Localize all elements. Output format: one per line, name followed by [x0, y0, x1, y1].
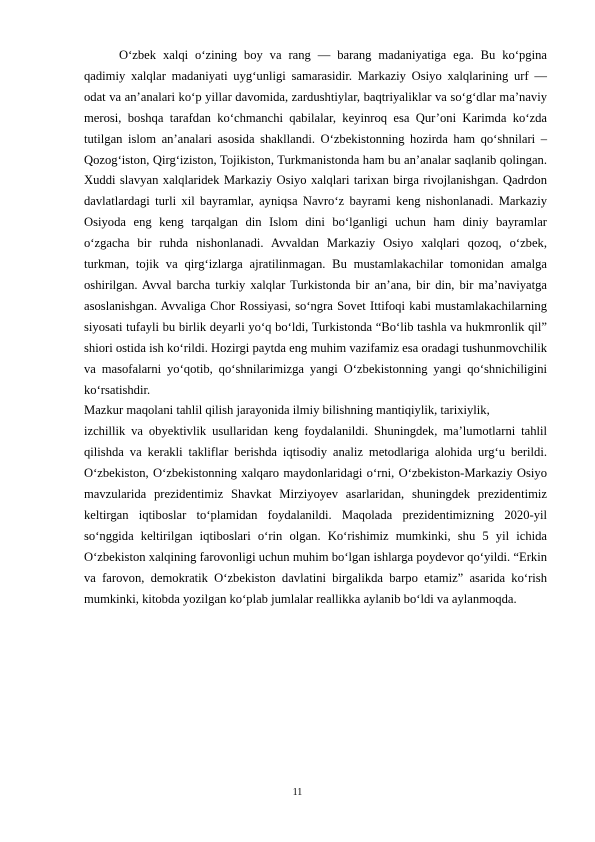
paragraph-intro: O‘zbek xalqi o‘zining boy va rang — barang madaniyatiga ega. Bu ko‘pgina qadimiy xalqlar madaniyati uyg‘unligi samarasidir. Markaziy Osiyo xalqlarining urf — odat va an’analari ko‘p yillar davomida, zardushtiylar, baqtriyaliklar va so‘g‘dlar ma’naviy merosi, boshqa tarafdan ko‘chmanchi qabilalar, keyinroq esa Qur’oni Karimda ko‘zda tutilgan islom an’analari asosida shakllandi. O‘zbekistonning hozirda ham qo‘shnilari – Qozog‘iston, Qirg‘iziston, Tojikiston, Turkmanistonda ham bu an’analar saqlanib qolingan. Xuddi slavyan xalqlaridek Markaziy Osiyo xalqlari tarixan birga rivojlanishgan. Qadrdon davlatlardagi turli xil bayramlar, ayniqsa Navro‘z bayrami keng nishonlanadi. Markaziy Osiyoda eng keng tarqalgan din Islom dini bo‘lganligi uchun ham diniy bayramlar o‘zgacha bir ruhda nishonlanadi. Avvaldan Markaziy Osiyo xalqlari qozoq, o‘zbek, turkman, tojik va qirg‘izlarga ajratilinmagan. Bu mustamlakachilar tomonidan amalga oshirilgan. Avval barcha turkiy xalqlar Turkistonda bir an’ana, bir din, bir ma’naviyatga asoslanishgan. Avvaliga Chor Rossiyasi, so‘ngra Sovet Ittifoqi kabi mustamlakachilarning siyosati tufayli bu birlik deyarli yo‘q bo‘ldi, Turkistonda “Bo‘lib tashla va hukmronlik qil” shiori ostida ish ko‘rildi. Hozirgi paytda eng muhim vazifamiz esa oradagi tushunmovchilik va masofalarni yo‘qotib, qo‘shnilarimizga yangi O‘zbekistonning yangi qo‘shnichiligini ko‘rsatishdir.	[84, 48, 547, 397]
page-number: 11	[292, 787, 303, 798]
document-body	[84, 45, 547, 609]
paragraph-methods: izchillik va obyektivlik usullaridan keng foydalanildi. Shuningdek, ma’lumotlarni tahlil qilishda va kerakli takliflar berishda iqtisodiy analiz metodlariga alohida urg‘u berildi. O‘zbekiston, O‘zbekistonning xalqaro maydonlaridagi o‘rni, O‘zbekiston-Markaziy Osiyo mavzularida prezidentimiz Shavkat Mirziyoyev asarlaridan, shuningdek prezidentimiz keltirgan iqtiboslar to‘plamidan foydalanildi. Maqolada prezidentimizning 2020-yil so‘nggida keltirilgan iqtiboslari o‘rin olgan. Ko‘rishimiz mumkinki, shu 5 yil ichida O‘zbekiston xalqining farovonligi uchun muhim bo‘lgan ishlarga poydevor qo‘yildi. “Erkin va farovon, demokratik O‘zbekiston davlatini birgalikda barpo etamiz” asarida ko‘rish mumkinki, kitobda yozilgan ko‘plab jumlalar reallikka aylanib bo‘ldi va aylanmoqda.	[84, 424, 547, 606]
paragraph-methods-lead: Mazkur maqolani tahlil qilish jarayonida ilmiy bilishning mantiqiylik, tarixiylik,	[84, 403, 490, 418]
